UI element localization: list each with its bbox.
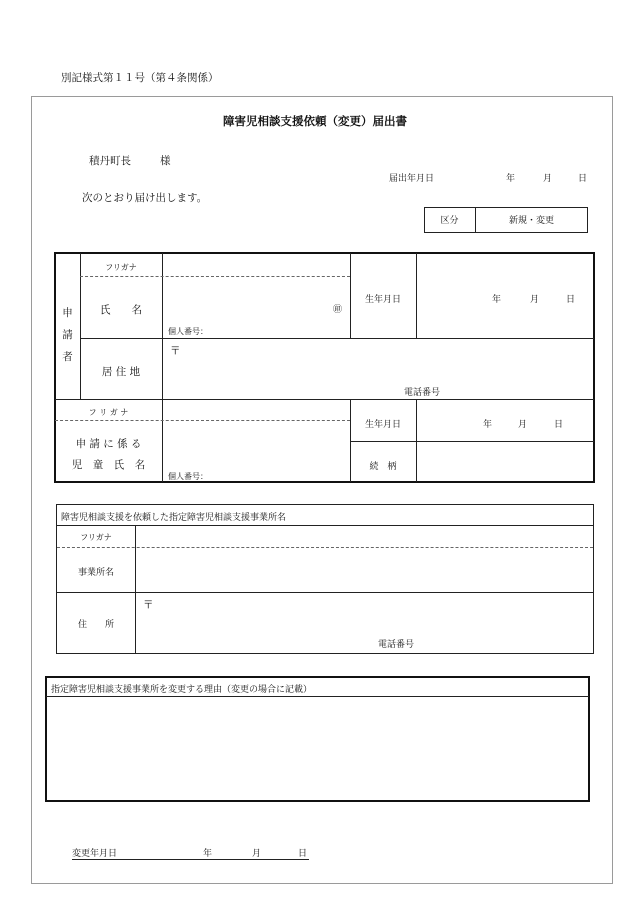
child-furigana-label: フ リ ガ ナ [88,408,129,417]
applicant-furigana-field[interactable] [162,253,350,276]
applicant-furigana-label: フリガナ [105,263,137,272]
change-date-line[interactable] [72,846,309,860]
side-char-2: 請 [62,329,73,341]
change-day: 日 [298,849,308,859]
child-label-line1: 申 請 に 係 る [75,438,142,450]
side-char-1: 申 [62,307,73,319]
filing-date-label: 届出年月日 [389,174,435,184]
addressee: 積丹町長 [89,155,131,167]
office-heading: 障害児相談支援を依頼した指定障害児相談支援事業所名 [61,513,287,523]
category-label: 区分 [440,216,459,226]
applicant-phone-label: 電話番号 [404,388,441,398]
change-month: 月 [252,849,262,859]
form-reference: 別記様式第１１号（第４条関係） [61,72,219,84]
office-name-field[interactable] [136,548,593,592]
office-name-label: 事業所名 [77,568,114,578]
relation-label: 続 柄 [369,462,397,472]
child-dob-day: 日 [554,420,564,430]
child-individual-number: 個人番号： [168,472,208,481]
change-year: 年 [203,849,213,859]
child-dob-field[interactable] [416,400,594,441]
form-title: 障害児相談支援依頼（変更）届出書 [223,114,407,128]
office-furigana-label: フリガナ [80,533,112,542]
reason-field[interactable] [47,697,588,800]
child-dob-year: 年 [483,420,493,430]
applicant-dob-day: 日 [566,295,576,305]
reason-heading: 指定障害児相談支援事業所を変更する理由（変更の場合に記載） [51,685,313,695]
applicant-dob-month: 月 [530,295,540,305]
applicant-name-label: 氏 名 [100,304,142,316]
applicant-dob-label: 生年月日 [364,295,401,305]
applicant-individual-number: 個人番号： [168,327,208,336]
filing-day: 日 [578,174,588,184]
office-phone-label: 電話番号 [378,640,415,650]
intro-text: 次のとおり届け出します。 [82,192,208,204]
applicant-dob-year: 年 [492,295,502,305]
applicant-side-label [55,302,80,368]
office-address-field[interactable] [136,593,593,653]
child-label-line2: 児 童 氏 名 [71,459,146,471]
address-label: 居 住 地 [101,366,141,378]
applicant-address-field[interactable] [162,339,594,399]
change-date-label: 変更年月日 [72,849,118,859]
honorific: 様 [160,155,171,167]
filing-month: 月 [543,174,553,184]
child-dob-month: 月 [518,420,528,430]
office-postal-mark: 〒 [143,599,154,611]
relation-field[interactable] [416,442,594,482]
category-value[interactable]: 新規・変更 [508,216,554,226]
side-char-3: 者 [62,351,73,363]
seal-mark: ㊞ [333,305,343,315]
postal-mark: 〒 [170,345,181,357]
child-dob-label: 生年月日 [364,420,401,430]
office-address-label: 住 所 [77,620,114,630]
office-furigana-field[interactable] [136,526,593,547]
child-furigana-field[interactable] [162,400,350,420]
filing-year: 年 [506,174,516,184]
